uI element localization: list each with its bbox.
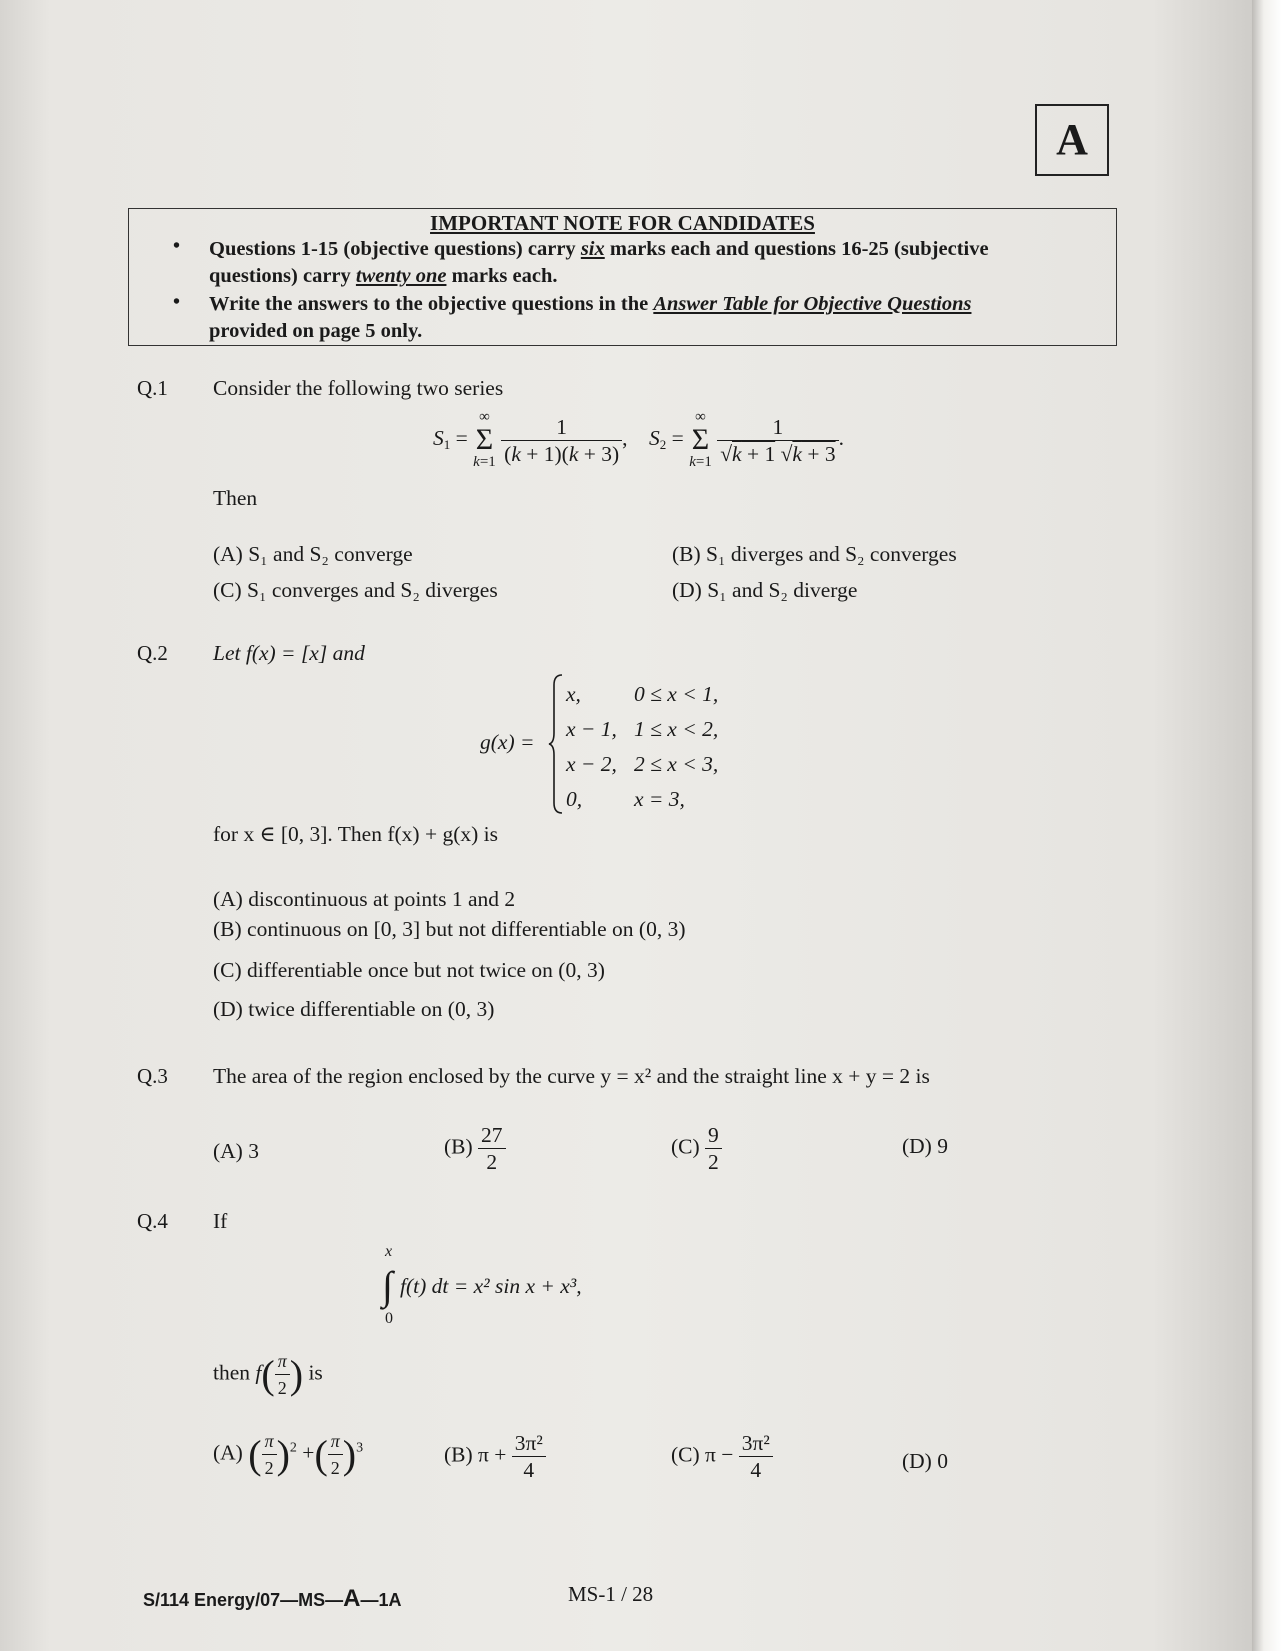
question-number: Q.4 [137, 1209, 168, 1233]
question-stem: Let f(x) = [x] and [213, 641, 365, 665]
option-d: (D) 9 [902, 1134, 948, 1158]
option-a: (A) 3 [213, 1139, 259, 1163]
case-cond: 2 ≤ x < 3, [634, 752, 719, 776]
note-item-2: Write the answers to the objective questions in the Answer Table for Objective Questions provided on page 5 only. [209, 293, 972, 342]
case-cond: 0 ≤ x < 1, [634, 682, 719, 706]
option-c: (C) $\frac{9}{2}$ [671, 1122, 722, 1175]
question-then: Then [213, 486, 258, 510]
option-d: (D) twice differentiable on (0, 3) [213, 997, 495, 1021]
integral-equation: f(t) dt = x² sin x + x³, [400, 1274, 582, 1298]
option-b: (B) continuous on [0, 3] but not differentiable on (0, 3) [213, 917, 686, 941]
then-f-pi-half: then f( $\frac{\pi}{2}$ ) is [213, 1348, 323, 1401]
brace [548, 673, 562, 815]
case-expr: x − 2, [566, 752, 617, 776]
option-b: (B) $\frac{27}{2}$ [444, 1122, 506, 1175]
case-expr: 0, [566, 787, 583, 811]
note-item-1: Questions 1-15 (objective questions) carry six marks each and questions 16-25 (subjective questions) carry twenty one marks each. [209, 238, 989, 287]
footer-code: S/114 Energy/07—MS—A—1A [143, 1585, 402, 1612]
question-stem: The area of the region enclosed by the curve y = x² and the straight line x + y = 2 is [213, 1064, 930, 1088]
option-d: (D) 0 [902, 1449, 948, 1473]
case-expr: x, [566, 682, 581, 706]
option-a: (A) discontinuous at points 1 and 2 [213, 887, 516, 911]
option-a: (A) S₁ and S₂ converge [213, 542, 413, 566]
option-c: (C) π − $\frac{\text{3π²}}{4}$ [671, 1430, 773, 1483]
question-number: Q.3 [137, 1064, 168, 1088]
option-c: (C) S₁ converges and S₂ diverges [213, 578, 498, 602]
integral-lower: 0 [385, 1310, 393, 1327]
integral-sign: ∫ [382, 1263, 393, 1308]
integral-upper: x [385, 1243, 393, 1260]
bullet: • [173, 291, 181, 313]
important-note-box [128, 208, 1117, 346]
option-d: (D) S₁ and S₂ diverge [672, 578, 858, 602]
bullet: • [173, 235, 181, 257]
case-expr: x − 1, [566, 717, 617, 741]
option-b: (B) S₁ diverges and S₂ converges [672, 542, 957, 566]
case-cond: x = 3, [634, 787, 685, 811]
question-stem: If [213, 1209, 228, 1233]
series-formula: $S_1$ = ∞ Σ k=1 $\frac{1}{(k + 1)(k + 3)}$ , $S_2$ = ∞ Σ k=1 $\frac{1}{√k + 1 √k + 3}$ . [433, 409, 844, 470]
page-number: MS-1 / 28 [568, 1582, 654, 1606]
question-tail: for x ∈ [0, 3]. Then f(x) + g(x) is [213, 822, 498, 846]
note-title: IMPORTANT NOTE FOR CANDIDATES [430, 211, 815, 235]
option-c: (C) differentiable once but not twice on (0, 3) [213, 958, 605, 982]
set-code-box: A [1035, 104, 1109, 176]
g-of-x-label: g(x) = [480, 730, 535, 754]
option-b: (B) π + $\frac{\text{3π²}}{4}$ [444, 1430, 546, 1483]
page-edge [1252, 0, 1282, 1651]
question-number: Q.2 [137, 641, 168, 665]
case-cond: 1 ≤ x < 2, [634, 717, 719, 741]
question-stem: Consider the following two series [213, 376, 504, 400]
question-number: Q.1 [137, 376, 168, 400]
option-a: (A) ( $\frac{\pi}{2}$ )$^2$ +( $\frac{\pi}{2}$ )$^3$ [213, 1428, 363, 1481]
